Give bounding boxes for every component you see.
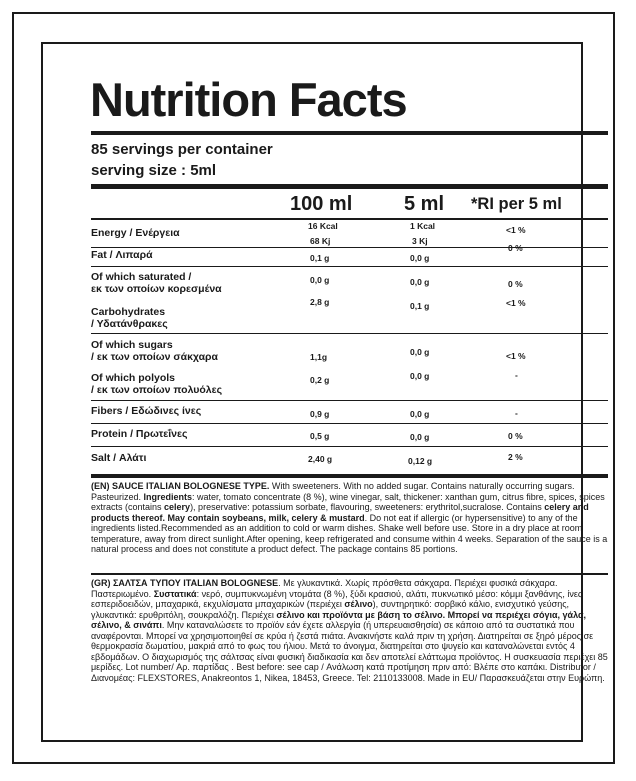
gr-ingredients-label: Συστατικά	[153, 588, 197, 599]
polyols-ri: -	[515, 370, 518, 380]
en-text: . Do not eat if allergic (or hypersensitive) to any of the ingredients listed.Recommended as an addition to cold or warm dishes. Shake well before use. Store in a dry place at room temperature, away from direct sunlight.After opening, keep refrigerated and consume within 4 weeks. Separation of the sauce is a natural process and does not constitute a product defect. The package contains 85 portions.	[91, 512, 608, 554]
row-label-fat: Fat / Λιπαρά	[91, 249, 153, 261]
energy-100-kcal: 16 Kcal	[308, 221, 338, 231]
col-header-ri: *RI per 5 ml	[471, 195, 562, 213]
row-label-polyols: Of which polyols	[91, 372, 176, 384]
salt-100: 2,40 g	[308, 454, 333, 464]
row-divider	[91, 400, 608, 401]
sugars-5: 0,0 g	[410, 347, 430, 357]
protein-ri: 0 %	[508, 431, 523, 441]
row-label-polyols-gr: / εκ των οποίων πολυόλες	[91, 384, 223, 396]
table-bottom-rule	[91, 474, 608, 478]
en-description	[91, 481, 608, 555]
fibers-5: 0,0 g	[410, 409, 430, 419]
carbohydrates-5: 0,1 g	[410, 301, 430, 311]
row-label-saturated: Of which saturated /	[91, 271, 192, 283]
fat-100: 0,1 g	[310, 253, 330, 263]
fat-5: 0,0 g	[410, 253, 430, 263]
gr-text: ), συντηρητικό: σορβικό κάλιο, ενισχυτικό γεύσης, γλυκαντικά: ερυθριτόλη, σουκραλόζη. Περιέχει	[91, 599, 570, 620]
col-header-5ml: 5 ml	[404, 193, 445, 215]
gr-heading: (GR) ΣΑΛΤΣΑ ΤΥΠΟΥ ITALIAN BOLOGNESE	[91, 578, 279, 588]
row-label-salt: Salt / Αλάτι	[91, 452, 147, 464]
energy-ri: <1 %	[506, 225, 526, 235]
servings-per-container: 85 servings per container	[91, 141, 273, 158]
protein-5: 0,0 g	[410, 432, 430, 442]
serving-size: serving size : 5ml	[91, 162, 217, 179]
en-text: : water, tomato concentrate (8 %), wine vinegar, salt, thickener: xanthan gum, citrus fibre, spices, spices extracts (contains	[91, 491, 605, 512]
row-divider	[91, 266, 608, 267]
fibers-ri: -	[515, 408, 518, 418]
row-divider	[91, 446, 608, 447]
gr-text: . Μην καταναλώσετε το προϊόν εάν έχετε αλλεργία (ή υπερευαισθησία) σε κάποιο από τα συστατικά που αναφέρονται. Μπορεί να χρησιμοποιηθεί σε κρύα ή ζεστά πιάτα. Ανακινήστε καλά πριν τη χρήση. Διατηρείται σε ξηρό μέρος σε θερμοκρασία δωματίου, μακριά από το φως του ήλιου. Μετά το άνοιγμα, διατηρείται στο ψυγείο και καταναλώνεται εντός 4 εβδομάδων. Ο διαχωρισμός της σάλτσας είναι φυσική διαδικασία και δεν αποτελεί ελάττωμα προϊόντος. Η συσκευασία περιέχει 85 μερίδες. Lot number/ Αρ. παρτίδας . Best before: see cap / Ανάλωση κατά προτίμηση πριν από: Βλέπε στο καπάκι. Distributor / Διανομέας: FLEXSTORES, Anakreontos 1, Nikea, 18453, Greece. Tel: 2110133008. Made in EU/ Παρασκευάζεται στην Ευρώπη.	[91, 620, 608, 683]
en-ingredients-label: Ingredients	[143, 491, 193, 502]
row-label-protein: Protein / Πρωτεΐνες	[91, 428, 188, 440]
en-text: With sweeteners. With no added sugar. Contains naturally occurring sugars. Pasteurized.	[91, 481, 575, 502]
gr-text: . Με γλυκαντικά. Χωρίς πρόσθετα σάκχαρα. Περιέχει φυσικά σάκχαρα. Παστεριωμένο.	[91, 578, 558, 599]
section-divider	[91, 573, 608, 575]
servings-rule	[91, 184, 608, 189]
saturated-ri: 0 %	[508, 279, 523, 289]
row-divider	[91, 333, 608, 334]
page-title: Nutrition Facts	[90, 73, 407, 126]
row-label-carbohydrates: Carbohydrates	[91, 306, 166, 318]
fibers-100: 0,9 g	[310, 409, 330, 419]
carbohydrates-ri: <1 %	[506, 298, 526, 308]
energy-5-kj: 3 Kj	[412, 236, 428, 246]
title-rule	[91, 131, 608, 135]
en-may-contain: celery and products thereof. May contain soybeans, milk, celery & mustard	[91, 502, 589, 523]
row-divider	[91, 247, 608, 248]
energy-100-kj: 68 Kj	[310, 236, 331, 246]
row-label-carbohydrates-gr: / Υδατάνθρακες	[91, 318, 168, 330]
salt-ri: 2 %	[508, 452, 523, 462]
row-label-sugars-gr: / εκ των οποίων σάκχαρα	[91, 351, 218, 363]
polyols-100: 0,2 g	[310, 375, 330, 385]
protein-100: 0,5 g	[310, 431, 330, 441]
energy-5-kcal: 1 Kcal	[410, 221, 436, 231]
fat-ri: 0 %	[508, 243, 523, 253]
en-allergen: celery	[164, 502, 191, 512]
polyols-5: 0,0 g	[410, 371, 430, 381]
row-label-sugars: Of which sugars	[91, 339, 173, 351]
gr-may-contain: σέλινο και προϊόντα με βάση το σέλινο. Μπορεί να περιέχει σόγια, γάλα, σέλινο, & σινάπι	[91, 609, 586, 630]
row-divider	[91, 423, 608, 424]
gr-text: : νερό, συμπυκνωμένη ντομάτα (8 %), ξύδι κρασιού, αλάτι, πυκνωτικό μέσο: κόμμι ξανθάνης, ίνες εσπεριδοειδών, μπαχαρικά, εκχυλίσματα μπαχαρικών (περιέχει	[91, 588, 583, 609]
sugars-ri: <1 %	[506, 351, 526, 361]
saturated-100: 0,0 g	[310, 275, 330, 285]
salt-5: 0,12 g	[408, 456, 433, 466]
carbohydrates-100: 2,8 g	[310, 297, 330, 307]
en-heading: (EN) SAUCE ITALIAN BOLOGNESE TYPE.	[91, 481, 270, 491]
sugars-100: 1,1g	[310, 352, 328, 362]
saturated-5: 0,0 g	[410, 277, 430, 287]
row-label-fibers: Fibers / Εδώδινες ίνες	[91, 405, 202, 417]
row-label-saturated-gr: εκ των οποίων κορεσμένα	[91, 283, 222, 295]
row-label-energy: Energy / Ενέργεια	[91, 227, 180, 239]
gr-allergen: σέλινο	[344, 599, 373, 609]
col-header-100ml: 100 ml	[290, 193, 353, 215]
header-rule	[91, 218, 608, 220]
gr-description	[91, 578, 608, 683]
nutrition-panel	[41, 42, 608, 742]
en-text: ), preservative: potassium sorbate, flavouring, sweeteners: erythritol,sucralose. Contains	[190, 502, 545, 512]
